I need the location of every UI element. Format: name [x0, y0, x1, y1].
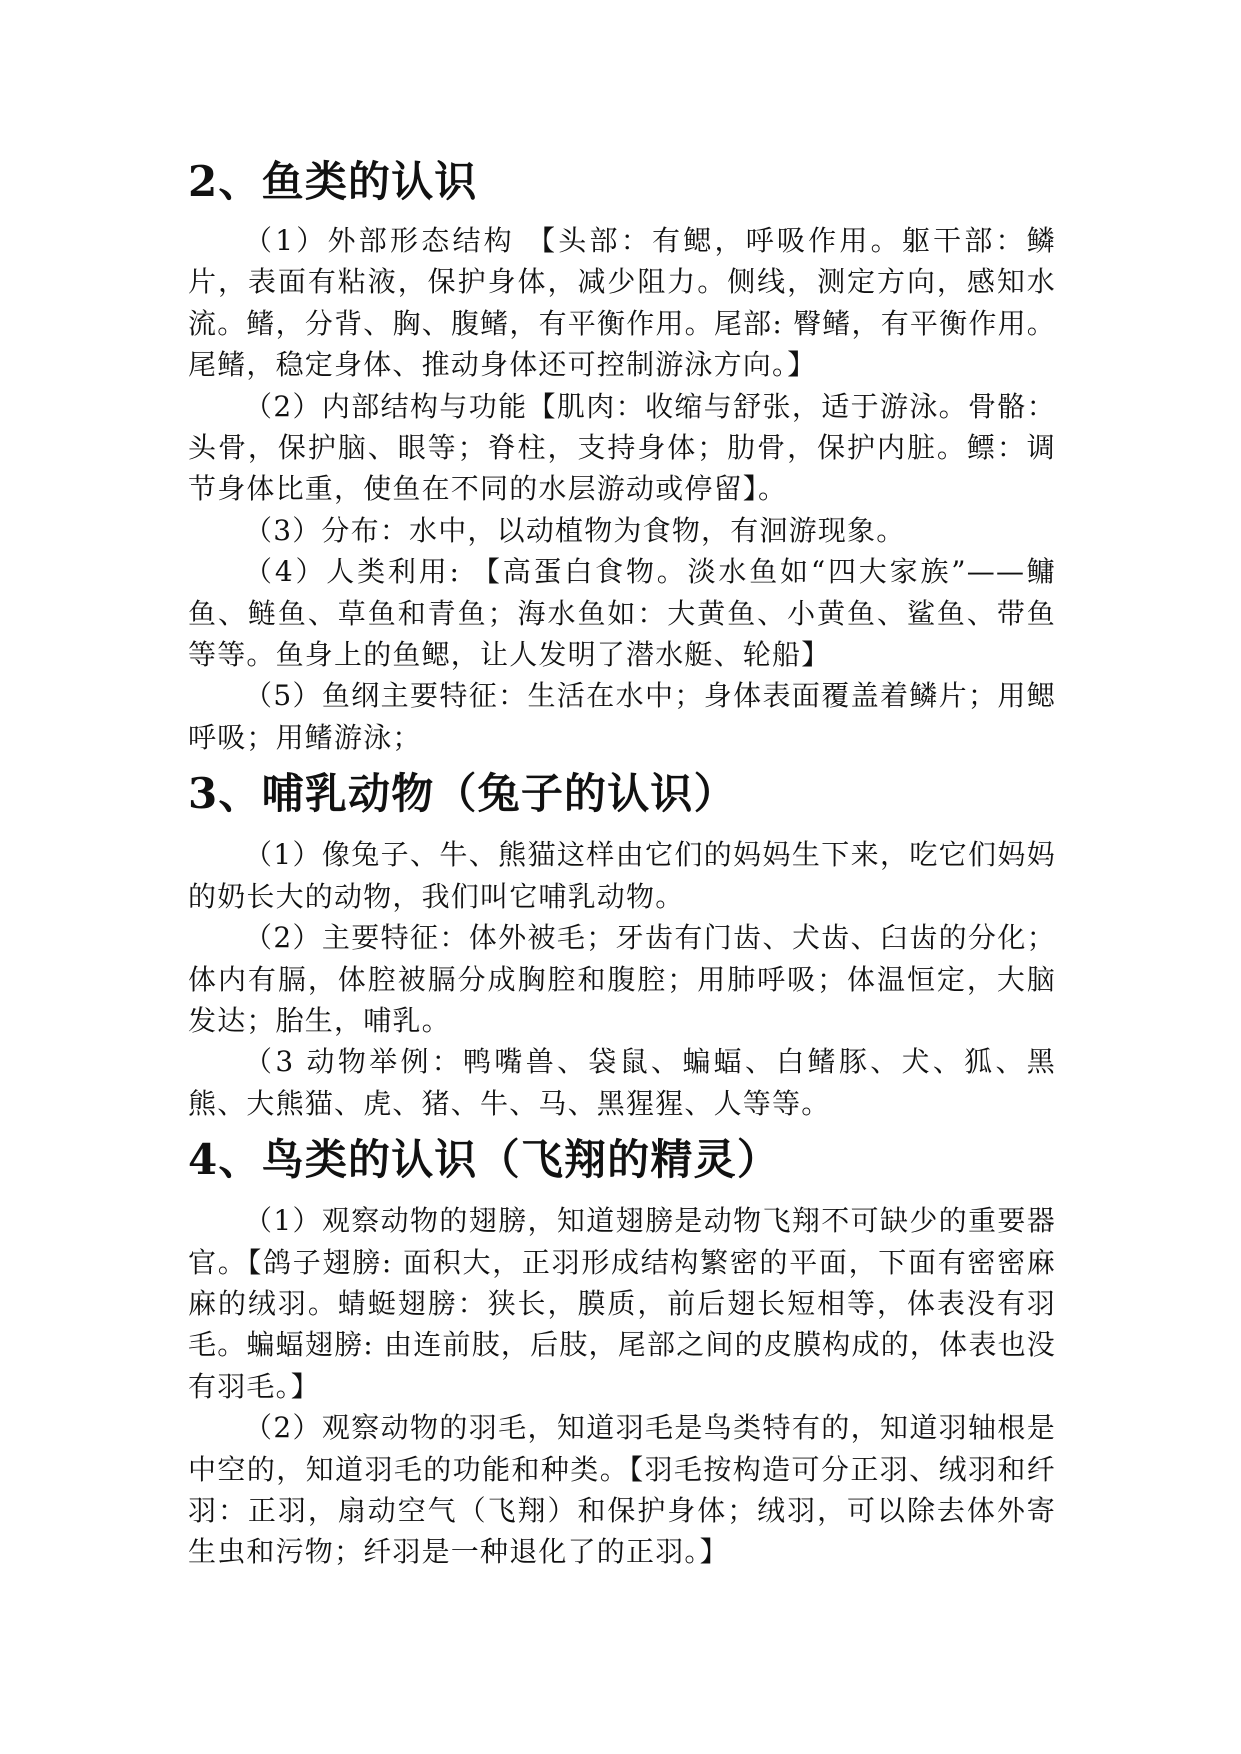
paragraph-fish-distribution: （3）分布：水中，以动植物为食物，有洄游现象。: [244, 513, 906, 547]
paragraph-fish-human-use: （4）人类利用: 【高蛋白食物。淡水鱼如“四大家族”——鳙鱼、鲢鱼、草鱼和青鱼；海水鱼如：大黄鱼、小黄鱼、鲨鱼、带鱼等等。鱼身上的鱼鳃，让人发明了潜水艇、轮船】: [188, 555, 1056, 672]
section-heading-mammals: 3、哺乳动物（兔子的认识）: [188, 769, 737, 819]
section-heading-fish: 2、鱼类的认识: [188, 157, 478, 206]
paragraph-mammal-definition: （1）像兔子、牛、熊猫这样由它们的妈妈生下来，吃它们妈妈的奶长大的动物，我们叫它哺乳动物。: [188, 838, 1056, 913]
section-heading-birds: 4、鸟类的认识（飞翔的精灵）: [188, 1135, 781, 1185]
document-page: [188, 157, 1056, 1573]
paragraph-fish-external-structure: （1）外部形态结构 【头部：有鳃，呼吸作用。躯干部：鳞片，表面有粘液，保护身体，减少阻力。侧线，测定方向，感知水流。鳍，分背、胸、腹鳍，有平衡作用。尾部: 臀鳍，有平衡作用。尾鳍，稳定身体、推动身体还可控制游泳方向。】: [188, 224, 1056, 382]
paragraph-fish-main-features: （5）鱼纲主要特征：生活在水中；身体表面覆盖着鳞片；用鳃呼吸；用鳍游泳；: [188, 679, 1056, 754]
paragraph-mammal-features: （2）主要特征：体外被毛；牙齿有门齿、犬齿、臼齿的分化；体内有膈，体腔被膈分成胸腔和腹腔；用肺呼吸；体温恒定，大脑发达；胎生，哺乳。: [188, 921, 1056, 1037]
paragraph-fish-internal-structure: （2）内部结构与功能【肌肉：收缩与舒张，适于游泳。骨骼：头骨，保护脑、眼等；脊柱，支持身体；肋骨，保护内脏。鳔：调节身体比重，使鱼在不同的水层游动或停留】。: [188, 389, 1056, 506]
paragraph-mammal-examples: （3 动物举例：鸭嘴兽、袋鼠、蝙蝠、白鳍豚、犬、狐、黑熊、大熊猫、虎、猪、牛、马、黑猩猩、人等等。: [188, 1045, 1056, 1120]
paragraph-bird-wings: （1）观察动物的翅膀，知道翅膀是动物飞翔不可缺少的重要器官。【鸽子翅膀: 面积大，正羽形成结构繁密的平面，下面有密密麻麻的绒羽。蜻蜓翅膀：狭长，膜质，前后翅长短相等，体表没有羽毛。蝙蝠翅膀: 由连前肢，后肢，尾部之间的皮膜构成的，体表也没有羽毛。】: [188, 1204, 1056, 1403]
paragraph-bird-feathers: （2）观察动物的羽毛，知道羽毛是鸟类特有的，知道羽轴根是中空的，知道羽毛的功能和种类。【羽毛按构造可分正羽、绒羽和纤羽：正羽，扇动空气（飞翔）和保护身体；绒羽，可以除去体外寄生虫和污物；纤羽是一种退化了的正羽。】: [188, 1411, 1056, 1569]
